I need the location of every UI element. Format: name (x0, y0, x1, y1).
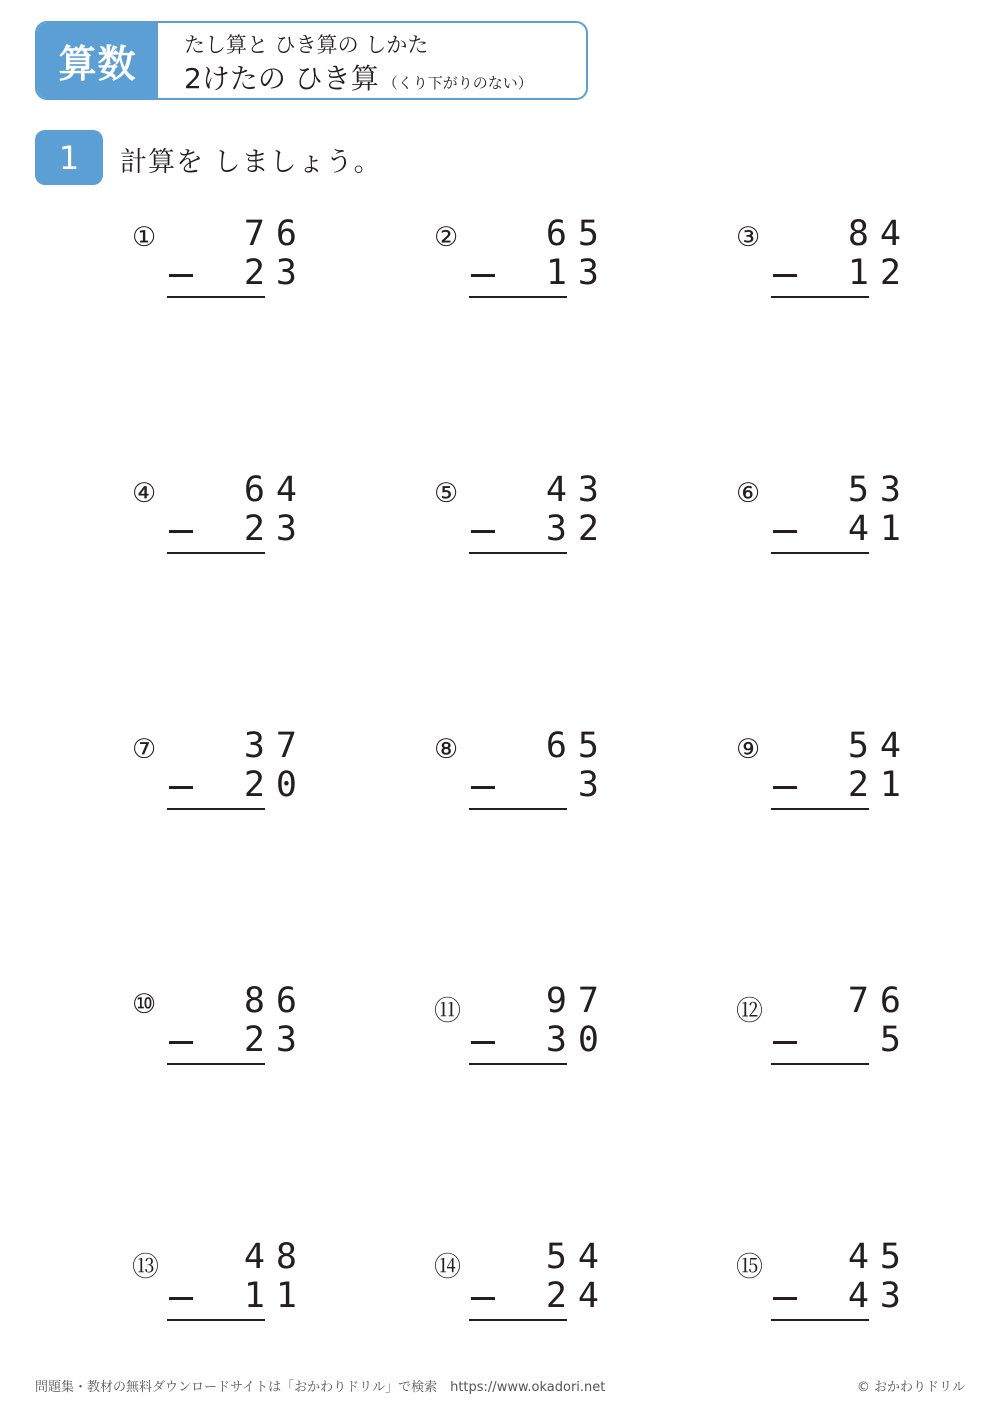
subtraction-problem (736, 726, 936, 819)
subtrahend: 24 (545, 1276, 610, 1316)
subtraction-problem (434, 726, 634, 819)
problem-number: ① (132, 222, 157, 253)
subtraction-problem (132, 1237, 332, 1330)
subtraction-problem (132, 470, 332, 563)
answer-line (167, 296, 265, 298)
minus-sign (773, 1297, 797, 1300)
footer-credit: 問題集・教材の無料ダウンロードサイトは「おかわりドリル」で検索 https://www.okadori.net (35, 1380, 606, 1395)
subtrahend: 11 (243, 1276, 308, 1316)
header-title-line (184, 57, 533, 97)
subtrahend: 21 (847, 765, 912, 805)
problem-number: ③ (736, 222, 761, 253)
answer-line (469, 1319, 567, 1321)
subtrahend: 32 (545, 509, 610, 549)
subject-label: 算数 (37, 23, 158, 98)
subtrahend: 12 (847, 253, 912, 293)
problem-number: ⑪ (434, 996, 461, 1027)
minuend: 54 (847, 726, 912, 766)
problem-number: ⑦ (132, 734, 157, 765)
subtraction-problem (736, 470, 936, 563)
subtrahend: 5 (879, 1020, 912, 1060)
minuend: 65 (545, 214, 610, 254)
minuend: 97 (545, 981, 610, 1021)
problem-number: ⑧ (434, 734, 459, 765)
subtraction-problem (736, 981, 936, 1074)
subtrahend: 20 (243, 765, 308, 805)
subtraction-problem (434, 470, 634, 563)
minus-sign (471, 1297, 495, 1300)
subtraction-problem (434, 1237, 634, 1330)
answer-line (771, 1319, 869, 1321)
minuend: 37 (243, 726, 308, 766)
minuend: 64 (243, 470, 308, 510)
minus-sign (169, 530, 193, 533)
minus-sign (471, 274, 495, 277)
problem-number: ⑭ (434, 1252, 461, 1283)
subtrahend: 43 (847, 1276, 912, 1316)
subtrahend: 23 (243, 1020, 308, 1060)
subtraction-problem (132, 981, 332, 1074)
minus-sign (169, 274, 193, 277)
minus-sign (773, 786, 797, 789)
question-number-badge: 1 (35, 130, 103, 185)
problem-number: ⑩ (132, 989, 157, 1020)
header-subtitle: たし算と ひき算の しかた (184, 33, 429, 57)
problem-number: ⑤ (434, 478, 459, 509)
problem-number: ⑬ (132, 1252, 159, 1283)
minuend: 43 (545, 470, 610, 510)
subtrahend: 23 (243, 253, 308, 293)
subtrahend: 30 (545, 1020, 610, 1060)
minus-sign (773, 1041, 797, 1044)
answer-line (167, 1319, 265, 1321)
minuend: 76 (243, 214, 308, 254)
answer-line (469, 552, 567, 554)
problem-number: ⑮ (736, 1252, 763, 1283)
problem-number: ⑨ (736, 734, 761, 765)
problem-number: ④ (132, 478, 157, 509)
header-title-note: （くり下がりのない） (382, 74, 533, 92)
minus-sign (169, 1297, 193, 1300)
subtraction-problem (434, 214, 634, 307)
minuend: 45 (847, 1237, 912, 1277)
subtraction-problem (434, 981, 634, 1074)
minuend: 84 (847, 214, 912, 254)
subtraction-problem (132, 726, 332, 819)
answer-line (167, 808, 265, 810)
answer-line (771, 296, 869, 298)
minuend: 53 (847, 470, 912, 510)
answer-line (469, 1063, 567, 1065)
subtraction-problem (736, 214, 936, 307)
minus-sign (471, 530, 495, 533)
subtraction-problem (132, 214, 332, 307)
instruction: 計算を しましょう。 (120, 147, 382, 178)
answer-line (469, 808, 567, 810)
header-title: 2けたの ひき算 (184, 62, 379, 95)
minuend: 48 (243, 1237, 308, 1277)
worksheet-header (35, 21, 588, 100)
answer-line (167, 1063, 265, 1065)
answer-line (771, 1063, 869, 1065)
subtrahend: 3 (577, 765, 610, 805)
answer-line (469, 296, 567, 298)
minus-sign (471, 1041, 495, 1044)
answer-line (771, 808, 869, 810)
minuend: 65 (545, 726, 610, 766)
problem-number: ② (434, 222, 459, 253)
subtrahend: 41 (847, 509, 912, 549)
minus-sign (169, 1041, 193, 1044)
minuend: 86 (243, 981, 308, 1021)
footer-copyright: © おかわりドリル (856, 1380, 965, 1395)
answer-line (771, 552, 869, 554)
minus-sign (773, 530, 797, 533)
minus-sign (169, 786, 193, 789)
subtrahend: 23 (243, 509, 308, 549)
minus-sign (471, 786, 495, 789)
problem-number: ⑥ (736, 478, 761, 509)
subtrahend: 13 (545, 253, 610, 293)
subtraction-problem (736, 1237, 936, 1330)
minuend: 76 (847, 981, 912, 1021)
minus-sign (773, 274, 797, 277)
minuend: 54 (545, 1237, 610, 1277)
answer-line (167, 552, 265, 554)
problem-number: ⑫ (736, 996, 763, 1027)
